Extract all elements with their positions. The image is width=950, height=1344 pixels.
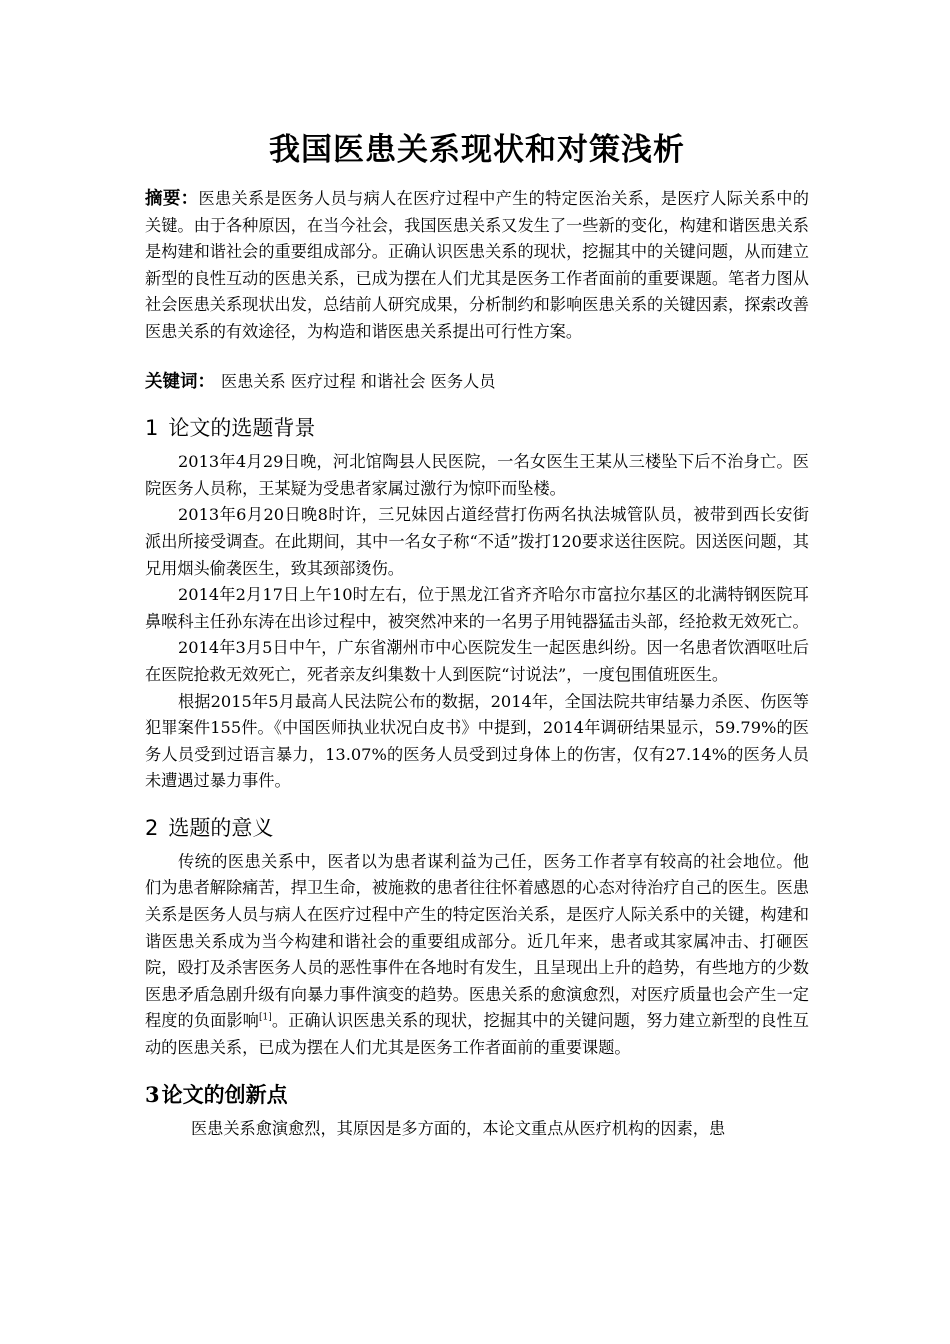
- paragraph-text: 。正确认识医患关系的现状，挖掘其中的关键问题，努力建立新型的良性互动的医患关系，已成为摆在人们尤其是医务工作者面前的重要课题。: [145, 1011, 809, 1058]
- section-heading-1: [145, 413, 809, 443]
- paragraph: 医患关系愈演愈烈，其原因是多方面的，本论文重点从医疗机构的因素，患: [191, 1118, 726, 1138]
- abstract: [145, 186, 809, 346]
- paragraph-text: 传统的医患关系中，医者以为患者谋利益为己任，医务工作者享有较高的社会地位。他们为患者解除痛苦，捍卫生命，被施救的患者往往怀着感恩的心态对待治疗自己的医生。医患关系是医务人员与病人在医疗过程中产生的特定医治关系，是医疗人际关系中的关键，构建和谐医患关系成为当今构建和谐社会的重要组成部分。近几年来，患者或其家属冲击、打砸医院，殴打及杀害医务人员的恶性事件在各地时有发生，且呈现出上升的趋势，有些地方的少数医患矛盾急剧升级有向暴力事件演变的趋势。医患关系的愈演愈烈，对医疗质量也会产生一定程度的负面影响: [145, 851, 809, 1031]
- paragraph: 2014年3月5日中午，广东省潮州市中心医院发生一起医患纠纷。因一名患者饮酒呕吐后在医院抢救无效死亡，死者亲友纠集数十人到医院“讨说法”，一度包围值班医生。: [145, 638, 809, 684]
- section-title: 论文的选题背景: [168, 416, 316, 441]
- document-title: 我国医患关系现状和对策浅析: [269, 132, 685, 168]
- section-number: 2: [145, 815, 159, 840]
- paragraph: [145, 849, 809, 1062]
- paragraph: 2013年4月29日晚，河北馆陶县人民医院，一名女医生王某从三楼坠下后不治身亡。医院医务人员称，王某疑为受患者家属过激行为惊吓而坠楼。: [145, 452, 809, 498]
- section-number: 3: [145, 1081, 160, 1107]
- keywords-label: 关键词：: [145, 371, 215, 392]
- citation-ref[interactable]: [1]: [258, 1013, 272, 1024]
- abstract-text: 医患关系是医务人员与病人在医疗过程中产生的特定医治关系，是医疗人际关系中的关键。由于各种原因，在当今社会，我国医患关系又发生了一些新的变化，构建和谐医患关系是构建和谐社会的重要组成部分。正确认识医患关系的现状，挖掘其中的关键问题，从而建立新型的良性互动的医患关系，已成为摆在人们尤其是医务工作者面前的重要课题。笔者力图从社会医患关系现状出发，总结前人研究成果，分析制约和影响医患关系的关键因素，探索改善医患关系的有效途径，为构造和谐医患关系提出可行性方案。: [145, 189, 809, 341]
- section-title: 论文的创新点: [161, 1081, 288, 1107]
- section-title: 选题的意义: [168, 815, 274, 840]
- document-page: [145, 128, 809, 1142]
- paragraph: 2013年6月20日晚8时许，三兄妹因占道经营打伤两名执法城管队员，被带到西长安街派出所接受调查。在此期间，其中一名女子称“不适”拨打120要求送往医院。因送医问题，其兄用烟头偷袭医生，致其颈部烫伤。: [145, 505, 809, 578]
- section-number: 1: [145, 416, 159, 441]
- keywords: [145, 369, 809, 396]
- paragraph: 2014年2月17日上午10时左右，位于黑龙江省齐齐哈尔市富拉尔基区的北满特钢医院耳鼻喉科主任孙东涛在出诊过程中，被突然冲来的一名男子用钝器猛击头部，经抢救无效死亡。: [145, 585, 809, 631]
- abstract-label: 摘要：: [145, 189, 199, 209]
- section-heading-2: [145, 813, 809, 843]
- section-heading-3: [145, 1080, 809, 1110]
- paragraph: 根据2015年5月最高人民法院公布的数据，2014年，全国法院共审结暴力杀医、伤医等犯罪案件155件。《中国医师执业状况白皮书》中提到，2014年调研结果显示，59.79%的医务人员受到过语言暴力，13.07%的医务人员受到过身体上的伤害，仅有27.14%的医务人员未遭遇过暴力事件。: [145, 691, 809, 791]
- keywords-text: 医患关系 医疗过程 和谐社会 医务人员: [221, 371, 496, 391]
